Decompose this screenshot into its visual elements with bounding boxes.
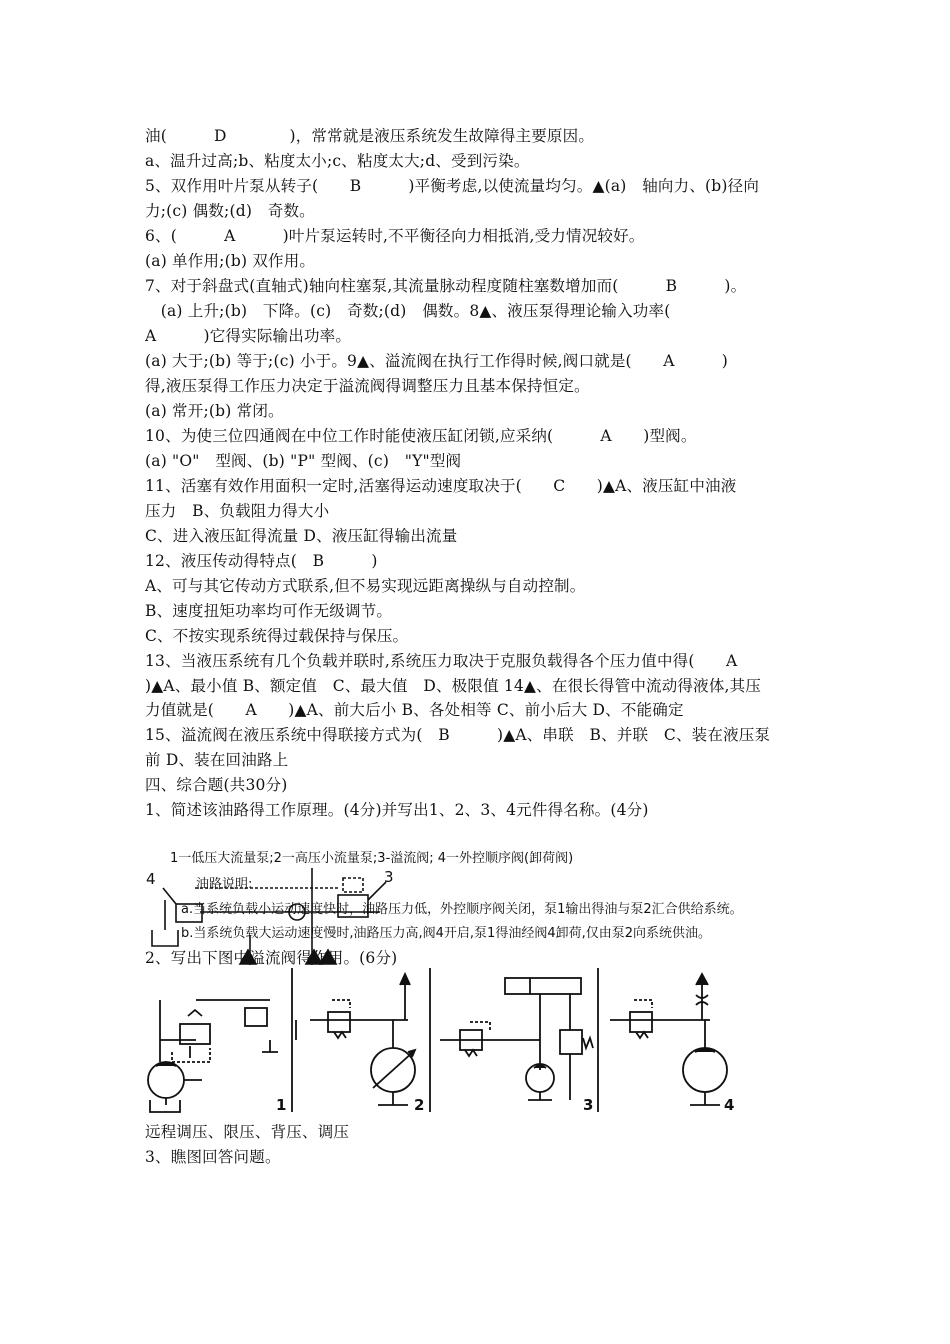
text-line: C、不按实现系统得过载保持与保压。 [145,627,409,645]
text-line: 15、溢流阀在液压系统中得联接方式为( B )▲A、串联 B、并联 C、装在液压泵 [145,726,771,744]
text-line: 13、当液压系统有几个负载并联时,系统压力取决于克服负载得各个压力值中得( A [145,652,738,670]
text-line: 前 D、装在回油路上 [145,751,289,769]
component-label-4: 4 [146,870,156,888]
text-line: A、可与其它传动方式联系,但不易实现远距离操纵与自动控制。 [145,577,586,595]
figure-label-4: 4 [724,1096,735,1114]
section-heading: 四、综合题(共30分) [145,776,288,794]
question-line: 3、瞧图回答问题。 [145,1148,281,1166]
text-line: 得,液压泵得工作压力决定于溢流阀得调整压力且基本保持恒定。 [145,377,590,395]
question-line: 2、写出下图中溢流阀得作用。(6分) [145,949,398,967]
circuit-note-a: a.当系统负载小运动速度快时，油路压力低，外控顺序阀关闭，泵1输出得油与泵2汇合供给系统。 [181,902,743,917]
text-line: 7、对于斜盘式(直轴式)轴向柱塞泵,其流量脉动程度随柱塞数增加而( B )。 [145,277,747,295]
figure-label-3: 3 [583,1096,594,1114]
text-line: A )它得实际输出功率。 [145,327,352,345]
text-line: 5、双作用叶片泵从转子( B )平衡考虑,以使流量均匀。▲(a) 轴向力、(b)径向 [145,177,760,195]
text-line: (a) "O" 型阀、(b) "P" 型阀、(c) "Y"型阀 [145,452,462,470]
text-line: C、进入液压缸得流量 D、液压缸得输出流量 [145,527,458,545]
text-line: 压力 B、负载阻力得大小 [145,502,330,520]
text-line: 11、活塞有效作用面积一定时,活塞得运动速度取决于( C )▲A、液压缸中油液 [145,477,737,495]
text-line: (a) 上升;(b) 下降。(c) 奇数;(d) 偶数。8▲、液压泵得理论输入功率( [145,302,671,320]
circuit-note-b: b.当系统负载大运动速度慢时,油路压力高,阀4开启,泵1得油经阀4卸荷,仅由泵2向系统供油。 [181,926,711,941]
figure-label-1: 1 [276,1096,287,1114]
text-line: B、速度扭矩功率均可作无级调节。 [145,602,393,620]
answer-line: 远程调压、限压、背压、调压 [145,1123,350,1141]
text-line: 12、液压传动得特点( B ) [145,552,378,570]
text-line: 10、为使三位四通阀在中位工作时能使液压缸闭锁,应采纳( A )型阀。 [145,427,697,445]
text-line: (a) 单作用;(b) 双作用。 [145,252,316,270]
text-line: 力值就是( A )▲A、前大后小 B、各处相等 C、前小后大 D、不能确定 [145,701,684,719]
text-line: a、温升过高;b、粘度太小;c、粘度太大;d、受到污染。 [145,152,530,170]
question-line: 1、简述该油路得工作原理。(4分)并写出1、2、3、4元件得名称。(4分) [145,801,649,819]
text-line: (a) 大于;(b) 等于;(c) 小于。9▲、溢流阀在执行工作得时候,阀口就是( A ) [145,352,728,370]
component-list: 1一低压大流量泵;2一高压小流量泵;3-溢流阀; 4一外控顺序阀(卸荷阀) [170,851,574,866]
text-line: 力;(c) 偶数;(d) 奇数。 [145,202,315,220]
figure-label-2: 2 [414,1096,425,1114]
circuit-caption: 油路说明: [196,877,253,892]
text-line: (a) 常开;(b) 常闭。 [145,402,284,420]
component-label-3: 3 [384,868,394,886]
text-line: )▲A、最小值 B、额定值 C、最大值 D、极限值 14▲、在很长得管中流动得液体,其压 [145,677,762,695]
text-line: 油( D )，常常就是液压系统发生故障得主要原因。 [145,127,595,145]
text-line: 6、( A )叶片泵运转时,不平衡径向力相抵消,受力情况较好。 [145,227,645,245]
